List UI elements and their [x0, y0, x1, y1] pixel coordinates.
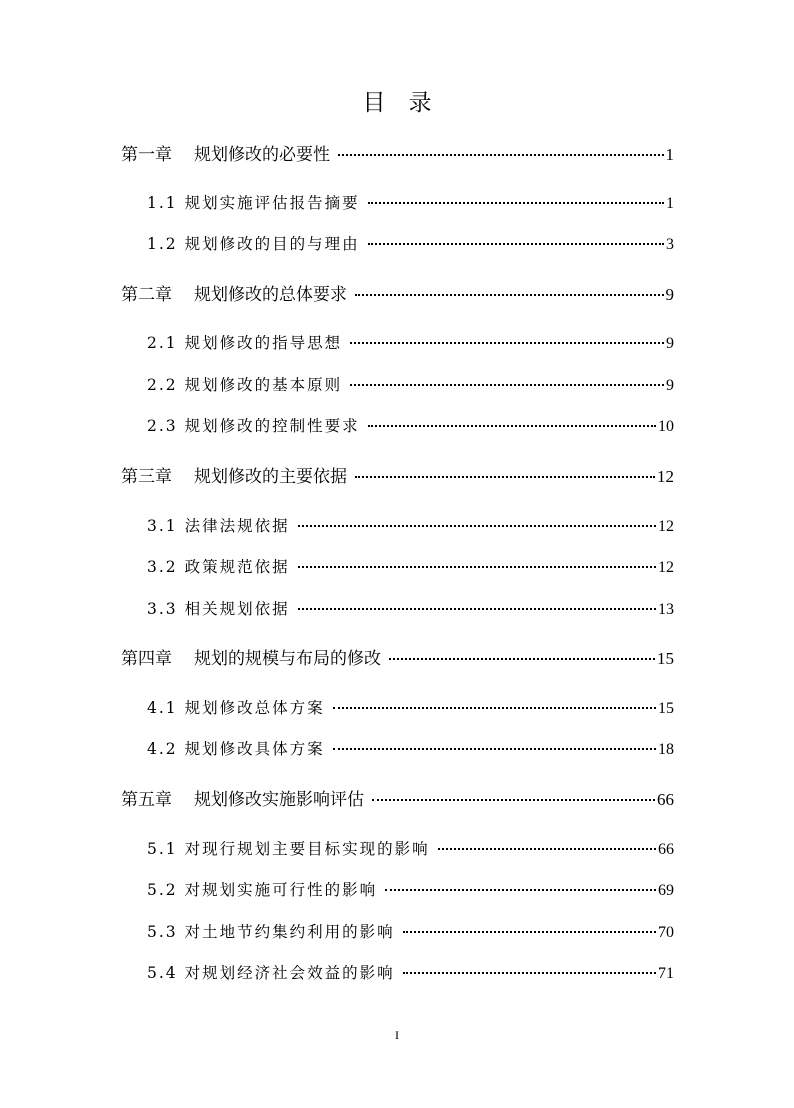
- page-title: 目 录: [362, 90, 432, 116]
- toc-chapter-number: 第四章: [121, 649, 172, 669]
- toc-dot-leader: [338, 154, 664, 156]
- toc-entry-text: 3.1 法律法规依据: [147, 517, 290, 535]
- toc-page-number: 70: [658, 924, 674, 941]
- toc-dot-leader: [298, 608, 656, 610]
- toc-page-number: 15: [657, 649, 674, 668]
- toc-entry-label: [121, 142, 330, 168]
- toc-entry-chapter-4[interactable]: [121, 646, 674, 672]
- toc-entry-section-3-1[interactable]: [147, 514, 674, 539]
- toc-page-number: 10: [658, 418, 674, 435]
- toc-page-number: 13: [658, 601, 674, 618]
- toc-entry-section-5-1[interactable]: [147, 837, 674, 862]
- toc-dot-leader: [438, 848, 656, 850]
- toc-page-number: 9: [666, 377, 674, 394]
- toc-entry-text: 规划修改实施影响评估: [194, 790, 364, 810]
- toc-entry-section-3-3[interactable]: [147, 597, 674, 622]
- toc-page-number: 9: [665, 285, 674, 304]
- toc-page-number: 71: [658, 965, 674, 982]
- toc-entry-text: 5.2 对规划实施可行性的影响: [147, 881, 378, 899]
- toc-entry-text: 规划修改的主要依据: [194, 467, 347, 487]
- toc-entry-text: 3.2 政策规范依据: [147, 558, 290, 576]
- toc-dot-leader: [350, 342, 664, 344]
- toc-page-number: 1: [666, 195, 674, 212]
- toc-page-number: 9: [666, 335, 674, 352]
- toc-page-number: 18: [658, 741, 674, 758]
- toc-entry-section-2-3[interactable]: [147, 414, 674, 439]
- toc-entry-text: 规划修改的总体要求: [194, 285, 347, 305]
- toc-dot-leader: [333, 707, 656, 709]
- toc-entry-text: 4.2 规划修改具体方案: [147, 740, 325, 758]
- toc-entry-label: [121, 787, 364, 813]
- toc-dot-leader: [355, 476, 655, 478]
- toc-dot-leader: [403, 931, 656, 933]
- toc-page-number: 12: [658, 559, 674, 576]
- toc-entry-section-2-1[interactable]: [147, 331, 674, 356]
- toc-entry-text: 2.3 规划修改的控制性要求: [147, 417, 360, 435]
- toc-dot-leader: [333, 748, 656, 750]
- toc-entry-text: 2.2 规划修改的基本原则: [147, 376, 343, 394]
- toc-entry-section-5-3[interactable]: [147, 920, 674, 945]
- toc-entry-text: 5.1 对现行规划主要目标实现的影响: [147, 840, 430, 858]
- toc-chapter-number: 第一章: [121, 145, 172, 165]
- toc-entry-label: [121, 282, 347, 308]
- toc-dot-leader: [298, 566, 656, 568]
- toc-chapter-number: 第三章: [121, 467, 172, 487]
- toc-chapter-number: 第五章: [121, 790, 172, 810]
- toc-dot-leader: [368, 425, 656, 427]
- toc-entry-section-3-2[interactable]: [147, 555, 674, 580]
- toc-dot-leader: [368, 202, 664, 204]
- toc-entry-text: 规划修改的必要性: [194, 145, 330, 165]
- toc-entry-text: 2.1 规划修改的指导思想: [147, 334, 343, 352]
- toc-entry-section-1-1[interactable]: [147, 191, 674, 216]
- toc-entry-section-5-2[interactable]: [147, 878, 674, 903]
- toc-page-number: 12: [658, 518, 674, 535]
- toc-dot-leader: [389, 658, 655, 660]
- toc-entry-section-2-2[interactable]: [147, 373, 674, 398]
- footer-page-number: I: [395, 1028, 399, 1042]
- toc-entry-text: 1.1 规划实施评估报告摘要: [147, 194, 360, 212]
- toc-entry-text: 5.4 对规划经济社会效益的影响: [147, 964, 395, 982]
- toc-entry-chapter-3[interactable]: [121, 464, 674, 490]
- toc-page-number: 15: [658, 700, 674, 717]
- toc-entry-text: 3.3 相关规划依据: [147, 600, 290, 618]
- toc-page-number: 1: [665, 145, 674, 164]
- toc-dot-leader: [355, 294, 664, 296]
- toc-entry-chapter-1[interactable]: [121, 142, 674, 168]
- toc-dot-leader: [298, 525, 656, 527]
- toc-entry-text: 4.1 规划修改总体方案: [147, 699, 325, 717]
- toc-dot-leader: [372, 799, 655, 801]
- toc-dot-leader: [350, 384, 664, 386]
- toc-entry-label: [121, 464, 347, 490]
- toc-dot-leader: [368, 243, 664, 245]
- toc-entry-chapter-5[interactable]: [121, 787, 674, 813]
- toc-page-number: 66: [657, 790, 674, 809]
- toc-entry-chapter-2[interactable]: [121, 282, 674, 308]
- toc-entry-text: 规划的规模与布局的修改: [194, 649, 381, 669]
- toc-dot-leader: [385, 889, 656, 891]
- toc-page-number: 3: [666, 236, 674, 253]
- toc-entry-label: [121, 646, 381, 672]
- toc-entry-section-4-1[interactable]: [147, 696, 674, 721]
- toc-page-number: 66: [658, 841, 674, 858]
- toc-entry-text: 1.2 规划修改的目的与理由: [147, 235, 360, 253]
- toc-page-number: 69: [658, 882, 674, 899]
- toc-entry-section-5-4[interactable]: [147, 961, 674, 986]
- toc-entry-section-1-2[interactable]: [147, 232, 674, 257]
- toc-dot-leader: [403, 972, 656, 974]
- toc-chapter-number: 第二章: [121, 285, 172, 305]
- toc-entry-section-4-2[interactable]: [147, 737, 674, 762]
- toc-page-number: 12: [657, 467, 674, 486]
- toc-entry-text: 5.3 对土地节约集约利用的影响: [147, 923, 395, 941]
